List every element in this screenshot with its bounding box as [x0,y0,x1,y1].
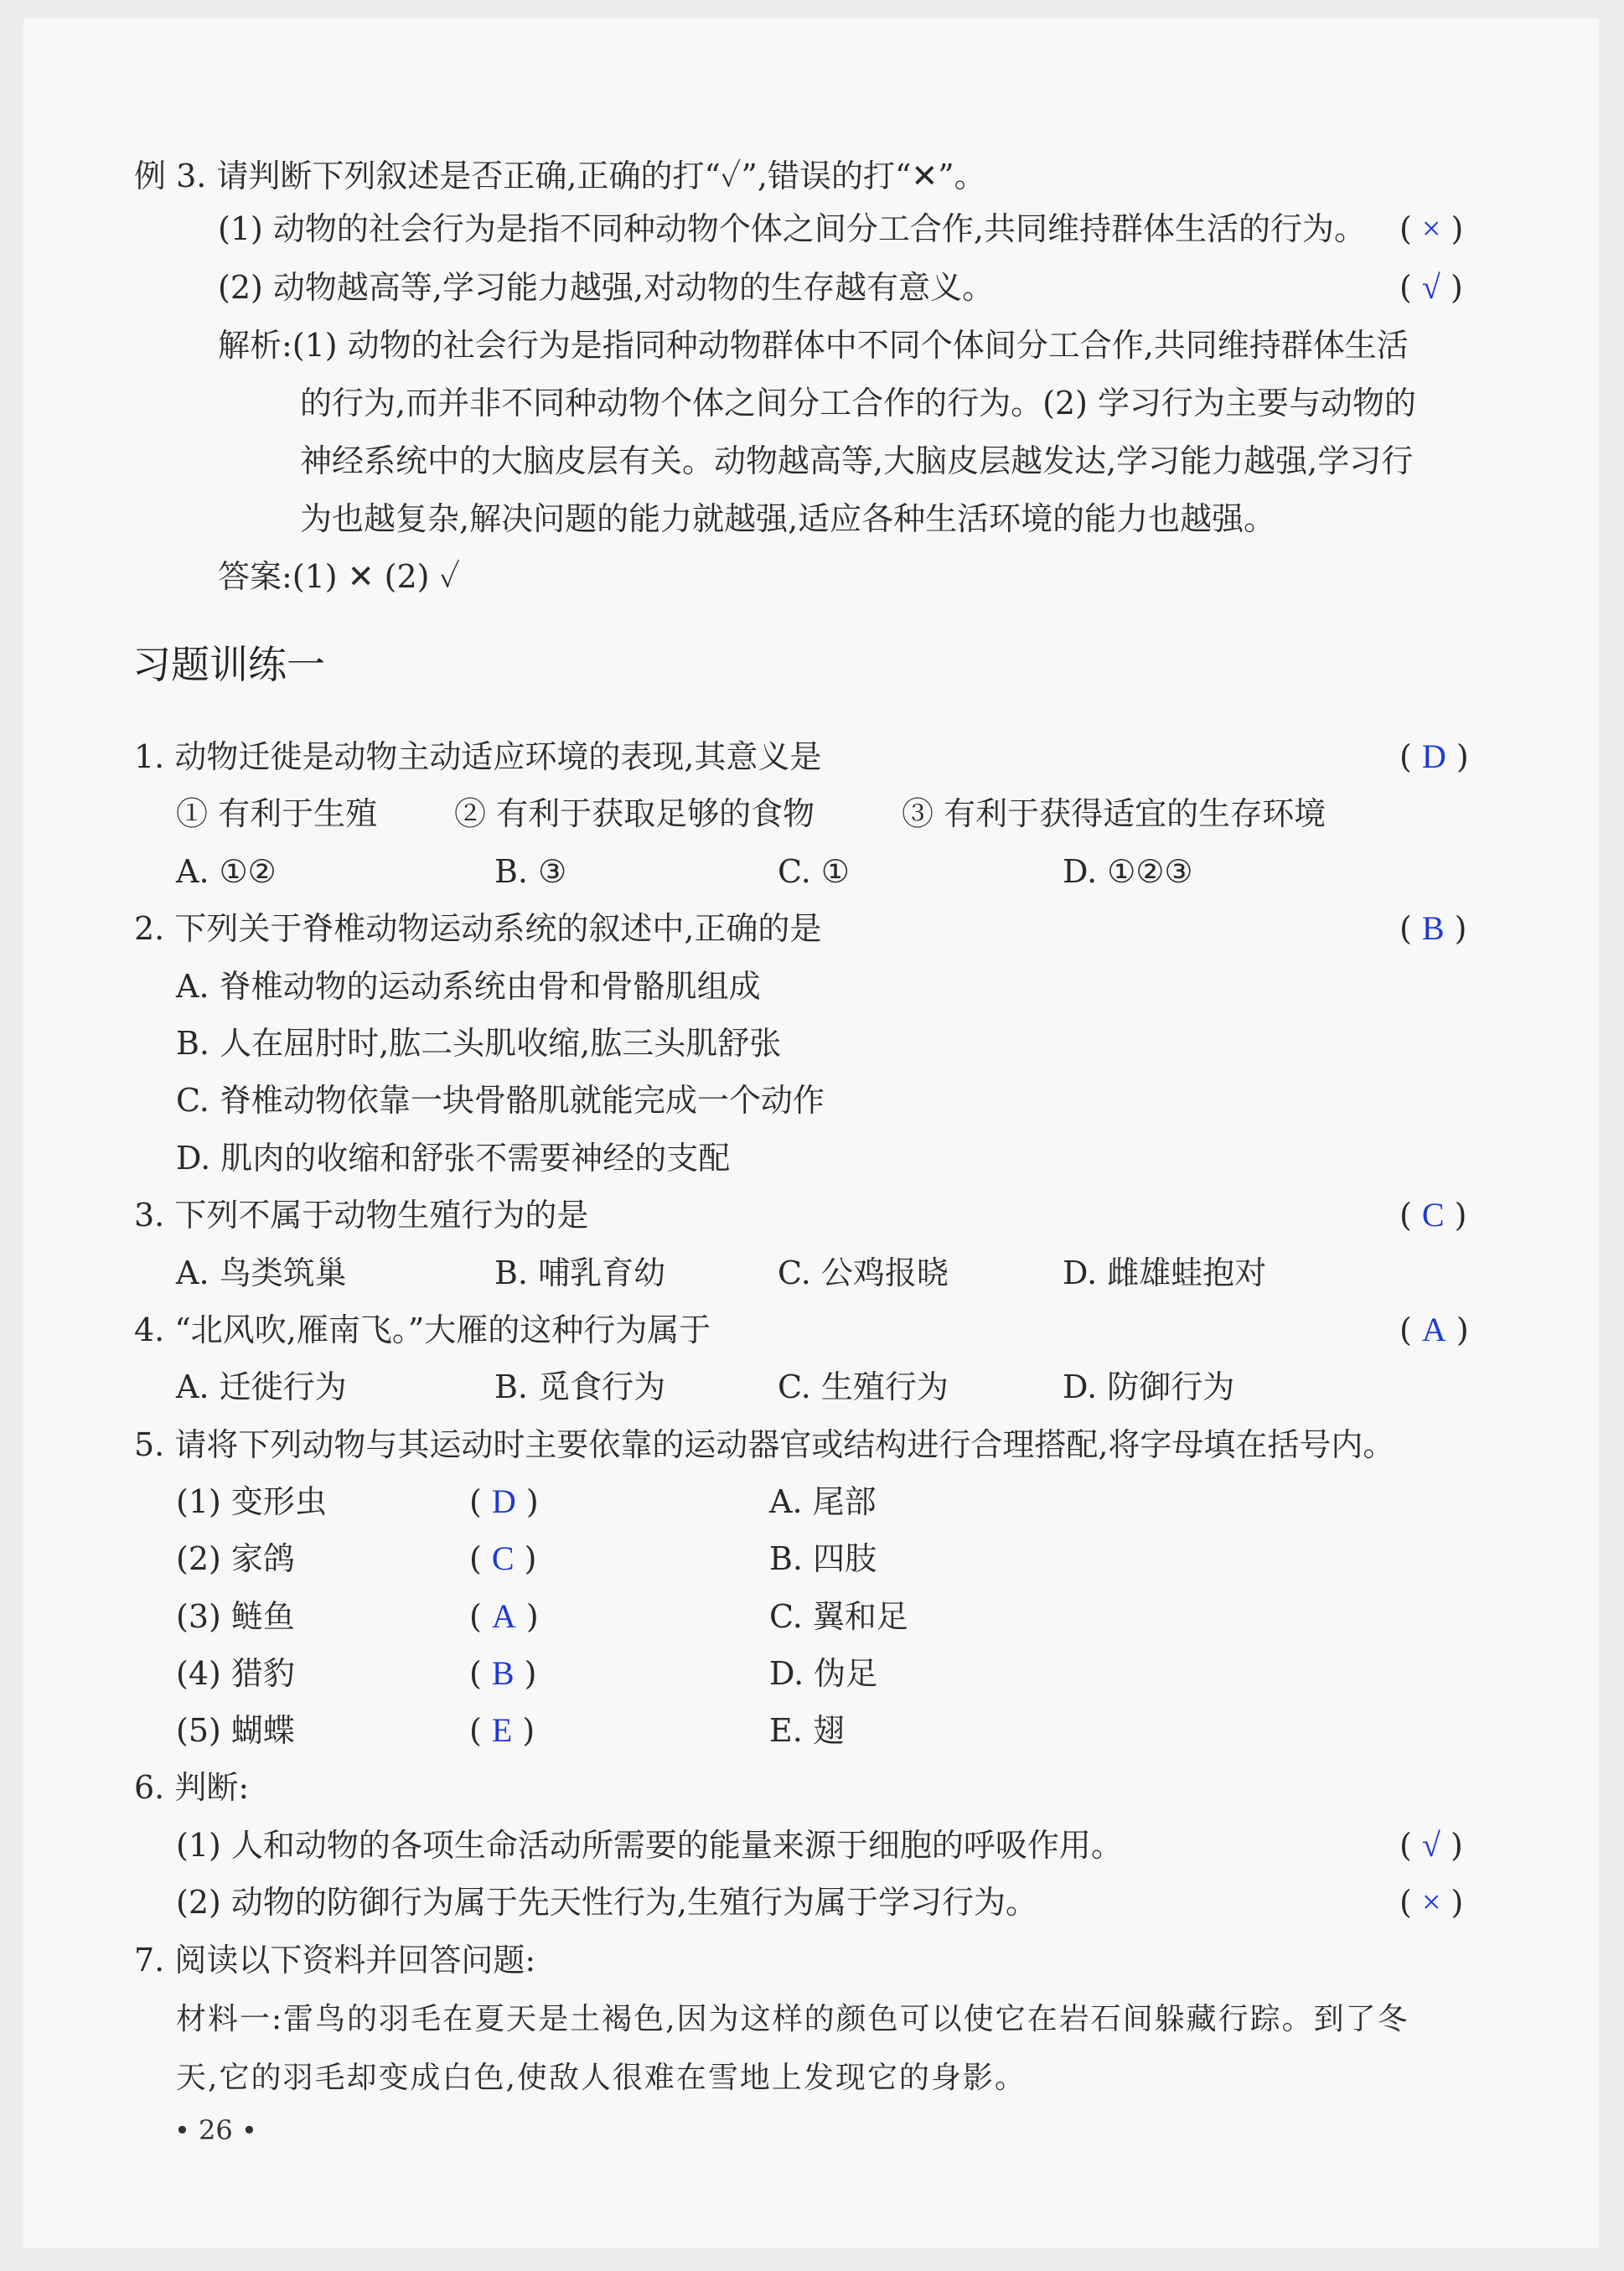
q5-animal-4: (4) 猎豹 [176,1655,295,1692]
q4-answer: ( A ) [1399,1311,1469,1348]
q1-note-1: ① 有利于生殖 [176,795,378,832]
q1-option-a: A. ①② [176,853,277,890]
q7-material-line-2: 天,它的羽毛却变成白色,使敌人很难在雪地上发现它的身影。 [176,2061,1027,2095]
q5-animal-5: (5) 蝴蝶 [176,1712,295,1749]
q2-answer: ( B ) [1399,909,1467,947]
q4-option-a: A. 迁徙行为 [176,1368,347,1405]
q5-organ-a: A. 尾部 [769,1483,877,1520]
answer-line: 答案:(1) ✕ (2) ✓ [218,558,461,595]
example-title: 例 3. 请判断下列叙述是否正确,正确的打“✓”,错误的打“✕”。 [134,158,986,194]
q2-stem: 2. 下列关于脊椎动物运动系统的叙述中,正确的是 [134,910,822,947]
q2-option-a: A. 脊椎动物的运动系统由骨和骨骼肌组成 [176,968,761,1005]
q1-option-b: B. ③ [494,853,567,890]
analysis-line-2: 的行为,而并非不同种动物个体之间分工合作的行为。(2) 学习行为主要与动物的 [300,385,1416,422]
q5-animal-2: (2) 家鸽 [176,1540,295,1577]
example-item-2: (2) 动物越高等,学习能力越强,对动物的生存越有意义。 [218,269,995,306]
analysis-line-4: 为也越复杂,解决问题的能力就越强,适应各种生活环境的能力也越强。 [300,500,1276,537]
q5-answer-4: ( B ) [469,1654,537,1692]
q4-option-c: C. 生殖行为 [778,1368,949,1405]
section-title: 习题训练一 [132,642,325,687]
q3-stem: 3. 下列不属于动物生殖行为的是 [134,1197,589,1234]
q2-option-c: C. 脊椎动物依靠一块骨骼肌就能完成一个动作 [176,1082,825,1119]
q6-stem: 6. 判断: [134,1769,250,1806]
q4-option-d: D. 防御行为 [1063,1368,1235,1405]
analysis-line-1: 解析:(1) 动物的社会行为是指同种动物群体中不同个体间分工合作,共同维持群体生活 [218,327,1409,364]
q6-item-2-answer: ( × ) [1399,1883,1464,1921]
q3-option-b: B. 哺乳育幼 [494,1254,666,1291]
q1-answer: ( D ) [1399,737,1469,775]
q5-stem: 5. 请将下列动物与其运动时主要依靠的运动器官或结构进行合理搭配,将字母填在括号内。 [134,1426,1395,1463]
example-item-1-answer: ( × ) [1399,210,1464,247]
q1-note-2: ② 有利于获取足够的食物 [454,795,815,832]
q6-item-1-answer: ( √ ) [1399,1826,1463,1864]
q2-option-b: B. 人在屈肘时,肱二头肌收缩,肱三头肌舒张 [176,1025,782,1062]
q5-answer-5: ( E ) [469,1711,535,1749]
q1-note-3: ③ 有利于获得适宜的生存环境 [902,795,1327,832]
page-number: • 26 • [174,2114,257,2146]
q1-option-c: C. ① [778,853,850,890]
q5-organ-b: B. 四肢 [769,1540,877,1577]
q5-organ-d: D. 伪足 [769,1655,878,1692]
q3-answer: ( C ) [1399,1196,1467,1234]
q4-option-b: B. 觅食行为 [494,1368,666,1405]
q7-stem: 7. 阅读以下资料并回答问题: [134,1942,536,1979]
q5-animal-3: (3) 鲢鱼 [176,1598,295,1635]
q3-option-a: A. 鸟类筑巢 [176,1254,347,1291]
analysis-line-3: 神经系统中的大脑皮层有关。动物越高等,大脑皮层越发达,学习能力越强,学习行 [300,442,1414,479]
q1-stem: 1. 动物迁徙是动物主动适应环境的表现,其意义是 [134,738,822,775]
q7-material-line-1: 材料一:雷鸟的羽毛在夏天是土褐色,因为这样的颜色可以使它在岩石间躲藏行踪。到了冬 [176,2002,1409,2036]
q3-option-c: C. 公鸡报晓 [778,1254,949,1291]
q5-answer-2: ( C ) [469,1539,537,1577]
q2-option-d: D. 肌肉的收缩和舒张不需要神经的支配 [176,1140,731,1177]
q5-answer-3: ( A ) [469,1597,539,1635]
q5-animal-1: (1) 变形虫 [176,1483,327,1520]
q5-organ-c: C. 翼和足 [769,1598,908,1635]
q1-option-d: D. ①②③ [1063,853,1193,890]
example-item-2-answer: ( √ ) [1399,268,1463,306]
q3-option-d: D. 雌雄蛙抱对 [1063,1254,1267,1291]
q6-item-1: (1) 人和动物的各项生命活动所需要的能量来源于细胞的呼吸作用。 [176,1827,1123,1864]
q5-organ-e: E. 翅 [769,1712,845,1749]
q5-answer-1: ( D ) [469,1482,539,1520]
example-item-1: (1) 动物的社会行为是指不同种动物个体之间分工合作,共同维持群体生活的行为。 [218,210,1366,247]
page [23,18,1599,2248]
q6-item-2: (2) 动物的防御行为属于先天性行为,生殖行为属于学习行为。 [176,1884,1037,1921]
q4-stem: 4. “北风吹,雁南飞。”大雁的这种行为属于 [134,1311,711,1348]
